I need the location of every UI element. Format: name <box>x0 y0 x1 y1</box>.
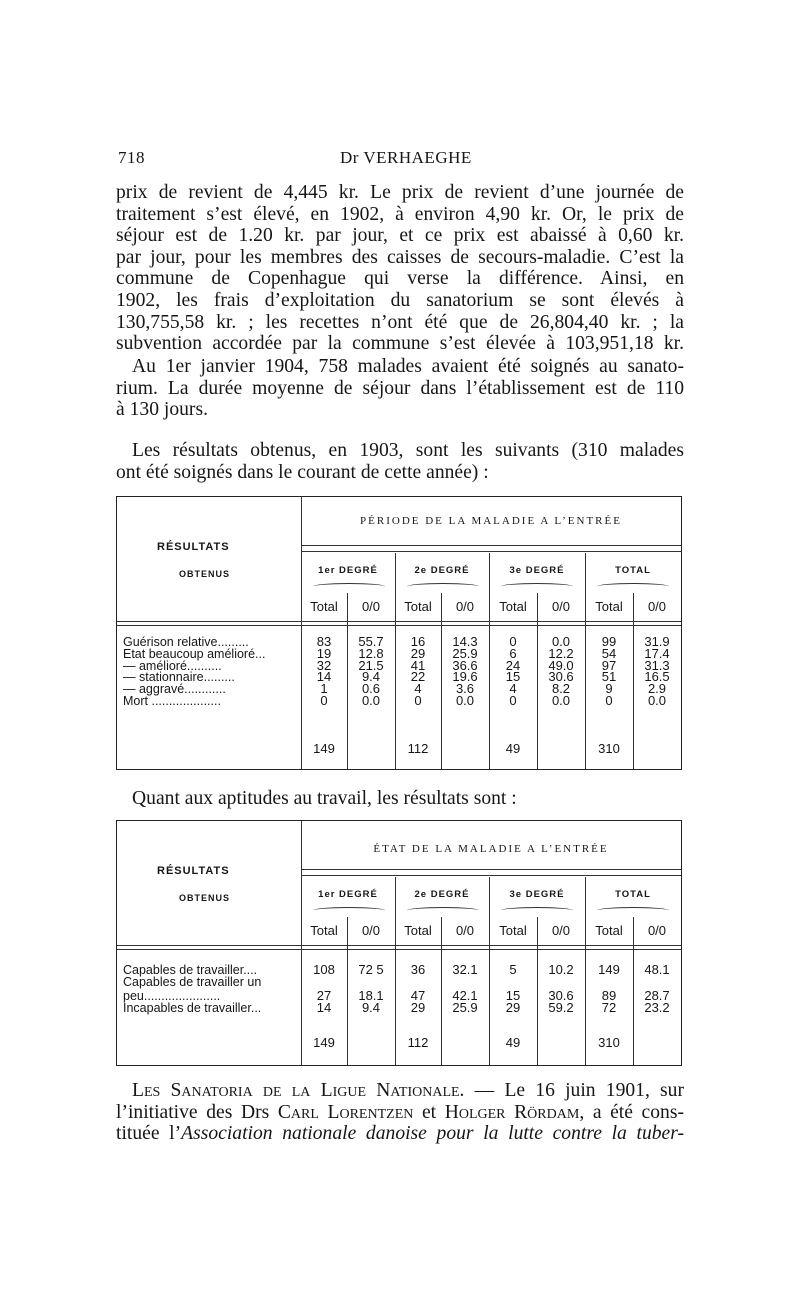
table-cell: 18.1 <box>358 988 384 1003</box>
text-line: ont été soignés dans le courant de cette année) : <box>116 461 489 483</box>
text-span: tituée l’ <box>116 1123 182 1145</box>
table-cell: 59.2 <box>548 1000 574 1015</box>
text-line: séjour est de 1.20 kr. par jour, et ce prix est abaissé à 0,60 kr. <box>116 225 684 247</box>
sub-header: Total <box>310 599 338 614</box>
table-cell: 47 <box>410 988 426 1003</box>
table-cell: 12.2 <box>548 645 574 661</box>
table-cell: 0.0 <box>551 634 571 649</box>
table-cell: 9.4 <box>361 669 381 685</box>
paragraph-ligue <box>116 1080 684 1145</box>
table-cell: 0 <box>509 693 517 708</box>
col-title: RÉSULTATS <box>157 541 230 553</box>
table-cell: 4 <box>414 681 422 697</box>
table-cell: 4 <box>509 681 517 697</box>
row-label: Etat beaucoup amélioré... <box>123 646 266 661</box>
table-cell: 15 <box>505 988 521 1003</box>
table-cell: 10.2 <box>548 962 574 977</box>
table-header: PÉRIODE DE LA MALADIE A L’ENTRÉE <box>360 515 622 527</box>
table-cell: 0 <box>605 693 613 708</box>
table-cell: 0.0 <box>647 693 667 708</box>
paragraph-aptitude <box>116 788 684 810</box>
table-cell: 0.0 <box>361 693 381 708</box>
table-cell: 32.1 <box>452 962 478 977</box>
text-line: Les résultats obtenus, en 1903, sont les suivants (310 malades <box>132 440 684 461</box>
table-cell: 31.9 <box>644 634 670 649</box>
table-cell: 0 <box>414 693 422 708</box>
table-cell: 72 <box>601 1000 617 1015</box>
paragraph-cost <box>116 182 684 355</box>
text-span: , a été cons- <box>579 1101 684 1123</box>
sub-header: 0/0 <box>551 599 571 614</box>
table-cell: 149 <box>598 962 620 977</box>
table-cell: 0.0 <box>551 693 571 708</box>
table-cell: 19 <box>316 645 332 661</box>
total-cell: 310 <box>598 1035 620 1050</box>
person-name: Carl Lorentzen <box>277 1101 414 1123</box>
text-line: rium. La durée moyenne de séjour dans l’établissement est de 110 <box>116 377 684 399</box>
table-cell: 8.2 <box>551 681 571 697</box>
table-cell: 21.5 <box>358 657 384 673</box>
total-cell: 149 <box>313 1035 335 1050</box>
text-line <box>116 1123 684 1145</box>
row-label: Guérison relative......... <box>123 635 249 649</box>
sub-header: 0/0 <box>361 599 381 614</box>
sub-header: 0/0 <box>647 923 667 938</box>
total-cell: 112 <box>407 741 429 756</box>
group-header: 3e DEGRÉ <box>509 889 565 900</box>
row-label: — aggravé............ <box>123 682 226 697</box>
results-table-2 <box>116 820 682 1066</box>
paragraph-patients <box>116 356 684 421</box>
table-cell: 55.7 <box>358 634 384 649</box>
table-cell: 16.5 <box>644 669 670 685</box>
table-cell: 14 <box>316 1000 332 1015</box>
group-header: 3e DEGRÉ <box>509 565 565 576</box>
table-cell: 42.1 <box>452 988 478 1003</box>
text-span: l’initiative des Drs <box>116 1101 278 1123</box>
table-cell: 29 <box>505 1000 521 1015</box>
text-line: par jour, pour les membres des caisses de secours-maladie. C’est la <box>116 246 684 268</box>
table-cell: 83 <box>316 634 332 649</box>
text-line: Quant aux aptitudes au travail, les résultats sont : <box>132 788 517 809</box>
total-cell: 149 <box>313 741 335 756</box>
table-cell: 108 <box>313 962 335 977</box>
row-label: Capables de travailler.... <box>123 963 258 977</box>
text-line <box>116 1102 684 1124</box>
table-cell: 32 <box>316 657 332 673</box>
table-cell: 3.6 <box>455 681 475 697</box>
table-cell: 51 <box>601 669 617 685</box>
table-cell: 54 <box>601 645 617 661</box>
table-cell: 99 <box>601 634 617 649</box>
group-header: 1er DEGRÉ <box>318 565 378 576</box>
table-cell: 89 <box>601 988 617 1003</box>
row-label: Capables de travailler un <box>123 975 262 989</box>
table-header: ÉTAT DE LA MALADIE A L’ENTRÉE <box>373 843 609 855</box>
table-cell: 22 <box>410 669 426 685</box>
page-number: 718 <box>118 148 145 167</box>
table-cell: 25.9 <box>452 1000 478 1015</box>
text-line <box>116 1080 684 1102</box>
table-cell: 41 <box>410 657 426 673</box>
sub-header: 0/0 <box>551 923 571 938</box>
sub-header: Total <box>499 923 527 938</box>
running-head: Dr VERHAEGHE <box>340 148 472 167</box>
col-subtitle: OBTENUS <box>179 569 231 579</box>
table-cell: 27 <box>316 988 332 1003</box>
sub-header: Total <box>310 923 338 938</box>
group-header: 1er DEGRÉ <box>318 889 378 900</box>
table-cell: 36.6 <box>452 657 478 673</box>
table-cell: 49.0 <box>548 657 574 673</box>
table-cell: 0.0 <box>455 693 475 708</box>
table-cell: 72 5 <box>358 962 384 977</box>
association-name: Association nationale danoise pour la lutte contre la tuber- <box>181 1123 684 1145</box>
total-cell: 49 <box>505 741 521 756</box>
table-cell: 0 <box>320 693 328 708</box>
table-cell: 36 <box>410 962 426 977</box>
table-cell: 29 <box>410 1000 426 1015</box>
table-cell: 2.9 <box>647 681 667 697</box>
table-cell: 48.1 <box>644 962 670 977</box>
total-cell: 310 <box>598 741 620 756</box>
text-line: 1902, les frais d’exploitation du sanatorium se sont élevés à <box>116 289 684 311</box>
text-line: subvention accordée par la commune s’est élevée à 103,951,18 kr. <box>116 333 684 355</box>
sub-header: Total <box>404 923 432 938</box>
row-label: peu...................... <box>123 989 221 1003</box>
table-cell: 14 <box>316 669 332 685</box>
table-cell: 6 <box>509 645 517 661</box>
table-cell: 24 <box>505 657 521 673</box>
group-header: TOTAL <box>615 565 651 576</box>
table-cell: 16 <box>410 634 426 649</box>
group-header: 2e DEGRÉ <box>414 565 470 576</box>
sub-header: 0/0 <box>455 923 475 938</box>
table-cell: 12.8 <box>358 645 384 661</box>
table-cell: 28.7 <box>644 988 670 1003</box>
section-title: Les Sanatoria de la Ligue Nationale. <box>132 1080 465 1101</box>
table-cell: 29 <box>410 645 426 661</box>
table-cell: 0.6 <box>361 681 381 697</box>
text-line: prix de revient de 4,445 kr. Le prix de revient d’une journée de <box>116 182 684 203</box>
total-cell: 49 <box>505 1035 521 1050</box>
table-cell: 30.6 <box>548 669 574 685</box>
table-cell: 14.3 <box>452 634 478 649</box>
table-cell: 15 <box>505 669 521 685</box>
sub-header: 0/0 <box>647 599 667 614</box>
row-label: Incapables de travailler... <box>123 1001 262 1015</box>
person-name: Holger Rördam <box>444 1101 580 1123</box>
sub-header: Total <box>595 599 623 614</box>
text-line: à 130 jours. <box>116 399 208 421</box>
col-subtitle: OBTENUS <box>179 893 231 903</box>
sub-header: Total <box>499 599 527 614</box>
table-cell: 30.6 <box>548 988 574 1003</box>
sub-header: Total <box>404 599 432 614</box>
table-cell: 9.4 <box>361 1000 381 1015</box>
results-table-1 <box>116 496 682 770</box>
table-cell: 23.2 <box>644 1000 670 1015</box>
sub-header: 0/0 <box>455 599 475 614</box>
table-cell: 97 <box>601 657 617 673</box>
sub-header: Total <box>595 923 623 938</box>
table-cell: 25.9 <box>452 645 478 661</box>
text-line: traitement s’est élevé, en 1902, à environ 4,90 kr. Or, le prix de <box>116 203 684 225</box>
text-span: — Le 16 juin 1901, sur <box>464 1080 684 1101</box>
table-cell: 17.4 <box>644 645 670 661</box>
table-cell: 19.6 <box>452 669 478 685</box>
text-line: commune de Copenhague qui verse la différence. Ainsi, en <box>116 268 684 290</box>
table-cell: 31.3 <box>644 657 670 673</box>
group-header: TOTAL <box>615 889 651 900</box>
col-title: RÉSULTATS <box>157 865 230 877</box>
group-header: 2e DEGRÉ <box>414 889 470 900</box>
text-span: et <box>413 1101 445 1123</box>
sub-header: 0/0 <box>361 923 381 938</box>
text-line: Au 1er janvier 1904, 758 malades avaient été soignés au sanato- <box>132 356 684 377</box>
paragraph-results-intro <box>116 440 684 483</box>
row-label: — amélioré.......... <box>123 658 222 673</box>
row-label: — stationnaire......... <box>123 670 235 685</box>
table-cell: 9 <box>605 681 613 697</box>
row-label: Mort .................... <box>123 694 221 708</box>
table-cell: 1 <box>320 681 328 697</box>
table-cell: 0 <box>509 634 517 649</box>
total-cell: 112 <box>407 1035 429 1050</box>
table-cell: 5 <box>509 962 517 977</box>
text-line: 130,755,58 kr. ; les recettes n’ont été que de 26,804,40 kr. ; la <box>116 311 684 333</box>
running-header <box>118 148 684 172</box>
